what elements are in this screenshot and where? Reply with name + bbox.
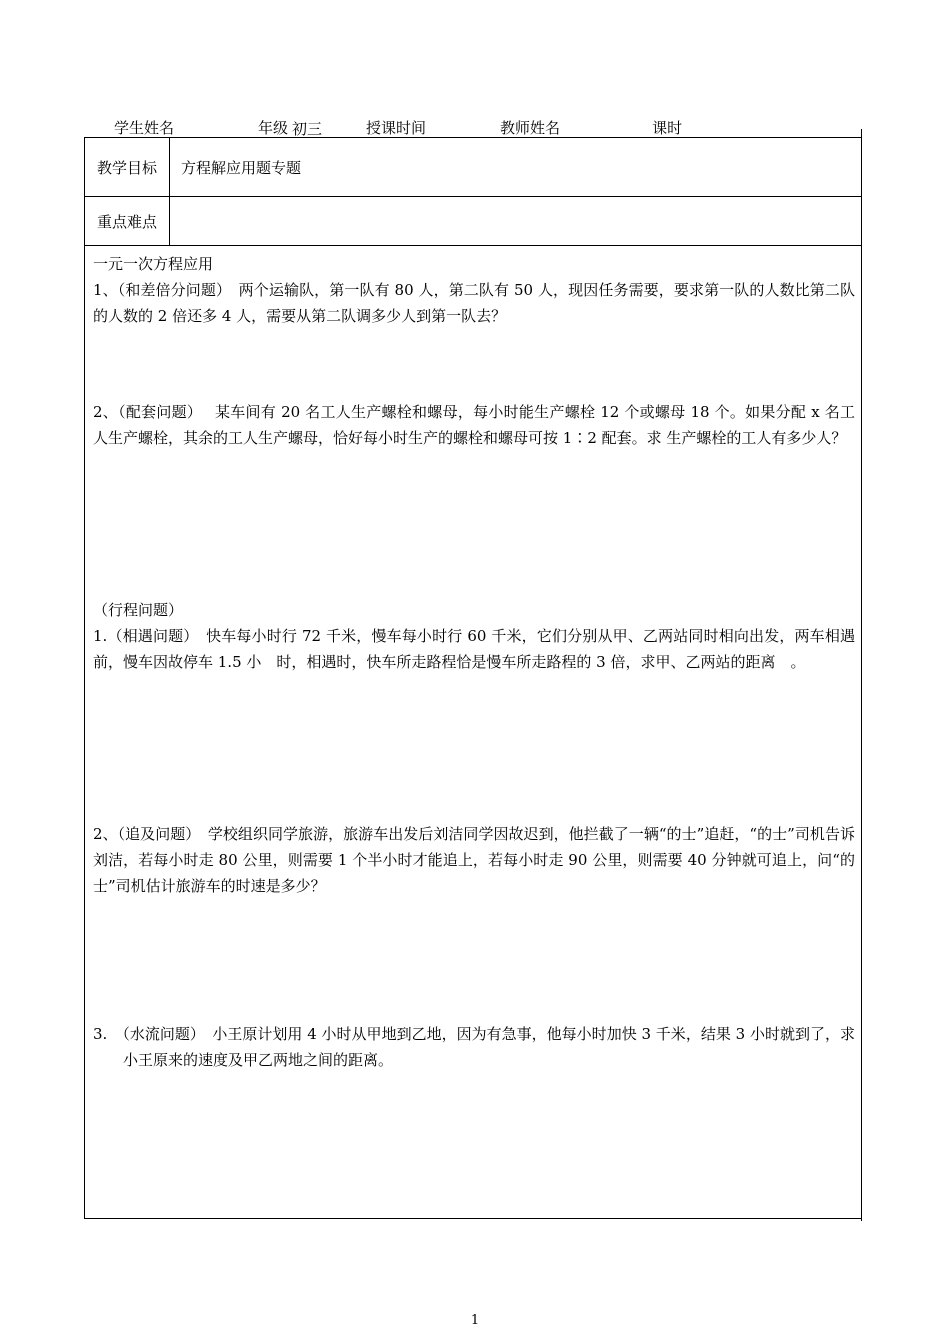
question-sum-difference: 1、（和差倍分问题） 两个运输队，第一队有 80 人，第二队有 50 人，现因任务需要，要求第一队的人数比第二队的人数的 2 倍还多 4 人，需要从第二队调多少人到第一队去？ [93, 281, 855, 325]
question-meeting: 1.（相遇问题） 快车每小时行 72 千米，慢车每小时行 60 千米，它们分别从甲、乙两站同时相向出发，两车相遇前，慢车因故停车 1.5 小 时，相遇时，快车所走路程恰是慢车所走路程的 3 倍，求甲、乙两站的距离 。 [93, 627, 855, 671]
class-time-label: 授课时间 [366, 119, 427, 137]
class-time-field[interactable] [426, 121, 484, 138]
key-points-label: 重点难点 [85, 197, 170, 245]
section-title: 一元一次方程应用 [93, 255, 214, 273]
student-name-field[interactable] [174, 121, 248, 138]
grade-value: 初三 [292, 120, 323, 138]
grade-field[interactable] [288, 121, 342, 138]
question-matching: 2、（配套问题） 某车间有 20 名工人生产螺栓和螺母，每小时能生产螺栓 12 个或螺母 18 个。如果分配 x 名工人生产螺栓，其余的工人生产螺母，恰好每小时生产的螺栓和螺母可按 1∶2 配套。求 生产螺栓的工人有多少人？ [93, 403, 855, 447]
travel-section-title: （行程问题） [93, 601, 184, 619]
page-number: 1 [470, 1313, 480, 1328]
student-name-label: 学生姓名 [114, 119, 175, 137]
period-label: 课时 [652, 119, 683, 137]
lesson-sheet [84, 137, 862, 1219]
period-field[interactable] [682, 121, 756, 138]
goal-value: 方程解应用题专题 [181, 158, 302, 177]
goal-label: 教学目标 [85, 138, 170, 196]
teacher-name-label: 教师姓名 [500, 119, 561, 137]
goal-row [85, 138, 861, 197]
grade-label: 年级 [258, 119, 289, 137]
question-pursuit: 2、（追及问题） 学校组织同学旅游，旅游车出发后刘洁同学因故迟到，他拦截了一辆“的士”追赶，“的士”司机告诉刘洁，若每小时走 80 公里，则需要 1 个半小时才能追上，若每小时走 90 公里，则需要 40 分钟就可追上，问“的士”司机估计旅游车的时速是多少？ [93, 825, 855, 895]
header-info-line [114, 116, 834, 138]
question-water-flow: 3. （水流问题） 小王原计划用 4 小时从甲地到乙地，因为有急事，他每小时加快 3 千米，结果 3 小时就到了，求小王原来的速度及甲乙两地之间的距离。 [93, 1025, 855, 1069]
key-points-row [85, 197, 861, 246]
teacher-name-field[interactable] [560, 121, 636, 138]
